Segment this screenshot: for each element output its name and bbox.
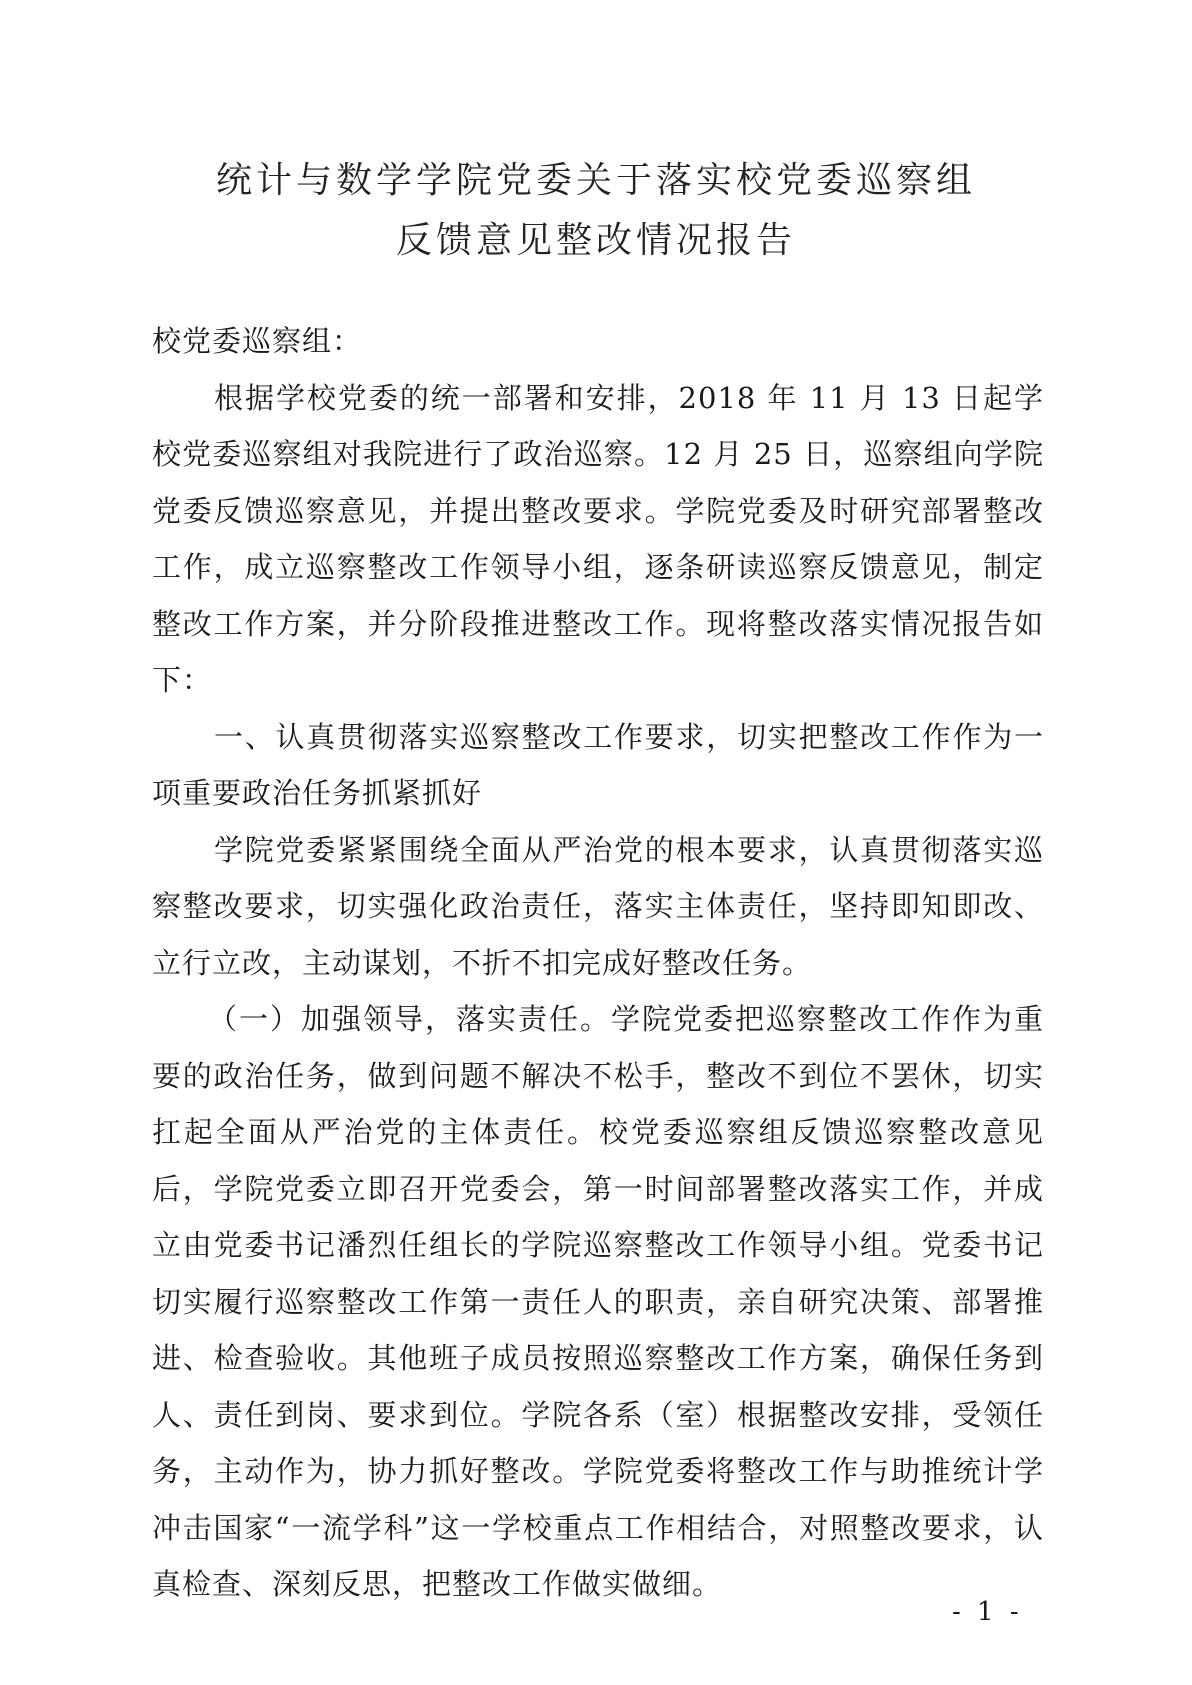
paragraph-section-1: 学院党委紧紧围绕全面从严治党的根本要求，认真贯彻落实巡察整改要求，切实强化政治责任，落实主体责任，坚持即知即改、立行立改，主动谋划，不折不扣完成好整改任务。 [152,832,1044,980]
section-heading-1: 一、认真贯彻落实巡察整改工作要求，切实把整改工作作为一项重要政治任务抓紧抓好 [152,719,1044,810]
salutation: 校党委巡察组： [152,324,363,358]
page-number: - 1 - [952,1597,1023,1627]
paragraph-subsection-1: （一）加强领导，落实责任。学院党委把巡察整改工作作为重要的政治任务，做到问题不解决不松手，整改不到位不罢休，切实扛起全面从严治党的主体责任。校党委巡察组反馈巡察整改意见后，学院党委立即召开党委会，第一时间部署整改落实工作，并成立由党委书记潘烈任组长的学院巡察整改工作领导小组。党委书记切实履行巡察整改工作第一责任人的职责，亲自研究决策、部署推进、检查验收。其他班子成员按照巡察整改工作方案，确保任务到人、责任到岗、要求到位。学院各系（室）根据整改安排，受领任务，主动作为，协力抓好整改。学院党委将整改工作与助推统计学冲击国家“一流学科”这一学校重点工作相结合，对照整改要求，认真检查、深刻反思，把整改工作做实做细。 [152,1002,1044,1601]
document-title-line-1: 统计与数学学院党委关于落实校党委巡察组 [215,160,976,201]
document-title-line-2: 反馈意见整改情况报告 [395,220,796,261]
paragraph-intro: 根据学校党委的统一部署和安排，2018 年 11 月 13 日起学校党委巡察组对我院进行了政治巡察。12 月 25 日，巡察组向学院党委反馈巡察意见，并提出整改要求。学院党委及时研究部署整改工作，成立巡察整改工作领导小组，逐条研读巡察反馈意见，制定整改工作方案，并分阶段推进整改工作。现将整改落实情况报告如下： [152,380,1044,697]
document-body [152,313,1044,1613]
